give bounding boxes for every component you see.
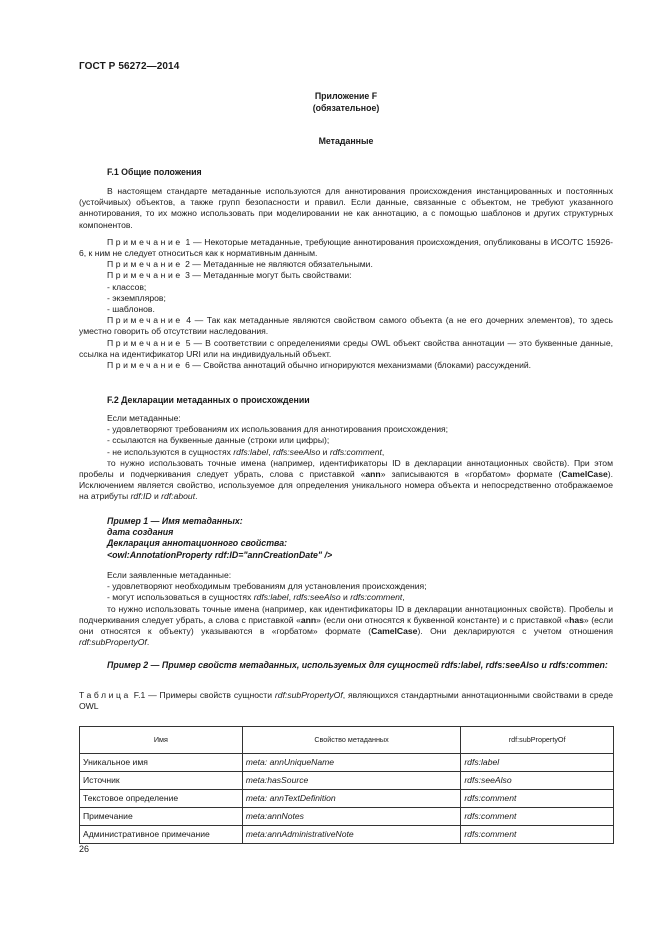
section-f1-body [79,186,613,371]
note-5: Примечание 5 — В соответствии с определениями среды OWL объект свойства аннотации — это буквенные данные, ссылка на идентификатор URI или на индивидуальный объект. [79,337,613,359]
table-cell: meta: annUniqueName [242,754,461,772]
standard-number: ГОСТ Р 56272—2014 [79,61,180,72]
list-item: - не используются в сущностях rdfs:label, rdfs:seeAlso и rdfs:comment, [107,446,385,457]
table-cell: Административное примечание [80,826,243,844]
table-row [80,772,614,790]
note-6: Примечание 6 — Свойства аннотаций обычно игнорируются механизмами (блоками) рассуждений. [107,360,532,371]
table-cell: Уникальное имя [80,754,243,772]
list-item: - удовлетворяют необходимым требованиям для установления происхождения; [107,581,427,592]
column-header: Свойство метаданных [242,727,461,754]
section-heading-f1: F.1 Общие положения [107,167,202,177]
table-cell: rdfs:label [461,754,614,772]
list-item: - ссылаются на буквенные данные (строки или цифры); [107,435,330,446]
list-item: - шаблонов. [107,304,155,315]
table-cell: rdfs:comment [461,826,614,844]
table-cell: Источник [80,772,243,790]
list-item: - могут использоваться в сущностях rdfs:label, rdfs:seeAlso и rdfs:comment, [107,592,405,603]
section-f2-body-2 [79,570,613,648]
note-4: Примечание 4 — Так как метаданные являются свойством самого объекта (а не его дочерних элементов), то здесь уместно говорить об отсутствии наследования. [79,315,613,337]
annex-title: Приложение F [314,91,378,101]
page-number: 26 [79,844,90,854]
column-header: Имя [80,727,243,754]
table-cell: rdfs:comment [461,808,614,826]
example-1: Пример 1 — Имя метаданных: дата создания Декларация аннотационного свойства: <owl:AnnotationProperty rdf:ID="annCreationDate" /> [107,516,333,560]
paragraph: Если метаданные: [107,413,181,423]
table-cell: meta:hasSource [242,772,461,790]
table-cell: rdfs:comment [461,790,614,808]
paragraph: В настоящем стандарте метаданные используются для аннотирования происхождения инстанцированных и постоянных (устойчивых) объектов, а также групп безопасности и правил. Если данные, связанные с объектом, не требуют указанного аннотирования, то их можно использовать при моделировании не как аннотацию, а с помощью шаблонов и других структурных компонентов. [79,186,613,230]
list-item: - классов; [107,281,147,292]
table-row [80,790,614,808]
table-cell: meta: annTextDefinition [242,790,461,808]
metadata-table [79,726,614,844]
annex-type: (обязательное) [312,103,380,113]
table-row [80,754,614,772]
table-cell: meta:annAdministrativeNote [242,826,461,844]
table-cell: meta:annNotes [242,808,461,826]
example-2: Пример 2 — Пример свойств метаданных, используемых для сущностей rdfs:label, rdfs:seeAlso и rdfs:commen: [107,660,608,670]
list-item: - экземпляров; [107,292,166,303]
paragraph: Если заявленные метаданные: [107,570,232,580]
note-3: Примечание 3 — Метаданные могут быть свойствами: [107,270,352,281]
note-2: Примечание 2 — Метаданные не являются обязательными. [107,259,373,270]
table-cell: rdfs:seeAlso [461,772,614,790]
table-header-row [80,727,614,754]
section-heading-f2: F.2 Декларации метаданных о происхождении [107,395,310,405]
table-cell: Примечание [80,808,243,826]
table-caption: Таблица F.1 — Примеры свойств сущности rdf:subPropertyOf, являющихся стандартными аннотационными свойствами в среде OWL [79,690,614,712]
column-header: rdf:subPropertyOf [461,727,614,754]
section-f2-body-1 [79,413,613,503]
table-cell: Текстовое определение [80,790,243,808]
paragraph: то нужно использовать точные имена (например, как идентификаторы ID в декларации аннотационных свойств). Пробелы и подчеркивания следует убрать, а слова с приставкой «ann» (если они относятся к буквенной константе) и с приставкой «has» (если они относятся к объекту) указываются в «горбатом» формате (CamelCase). Они декларируются с учетом отношения rdf:subPropertyOf. [79,603,614,648]
annex-name: Метаданные [318,136,374,146]
note-1: Примечание 1 — Некоторые метаданные, требующие аннотирования происхождения, опубликованы в ИСО/ТС 15926-6, к ним не следует относиться как к нормативным данным. [79,236,613,259]
list-item: - удовлетворяют требованиям их использования для аннотирования происхождения; [107,424,449,435]
table-row [80,808,614,826]
paragraph: то нужно использовать точные имена (например, идентификаторы ID в декларации аннотационных свойств). При этом пробелы и подчеркивания следует убрать, слова с приставкой «ann» записываются в «горбатом» формате (CamelCase). Исключением является свойство, используемое для определения уникального номера объекта и непосредственно отображаемое на атрибуты rdf:ID и rdf:about. [79,457,614,502]
table-row [80,826,614,844]
